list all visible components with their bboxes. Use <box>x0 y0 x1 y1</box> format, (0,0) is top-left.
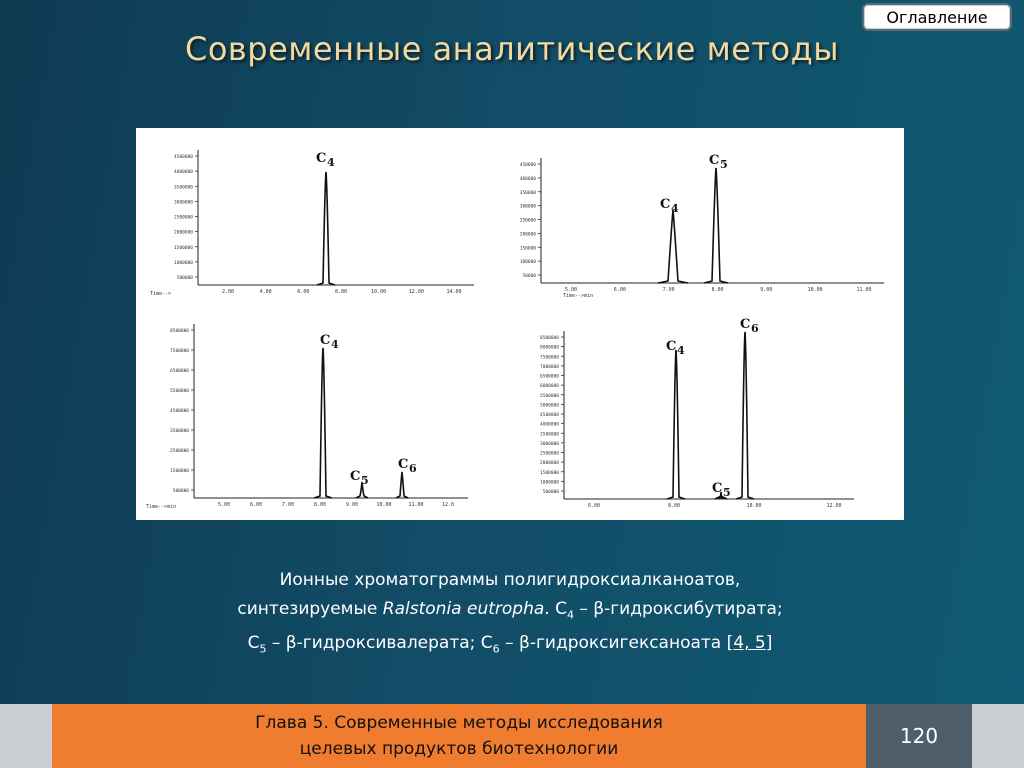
subscript: 5 <box>259 642 267 656</box>
y-tick-label: 2500000 <box>170 449 189 454</box>
x-tick-label: 8.00 <box>667 503 681 509</box>
x-tick-label: 2.00 <box>221 289 235 295</box>
x-tick-label: 7.00 <box>281 502 295 508</box>
peak-label: C <box>350 469 361 484</box>
y-tick-label: 6000000 <box>540 384 559 390</box>
toc-button[interactable]: Оглавление <box>862 3 1012 31</box>
y-tick-label: 3500000 <box>174 185 193 191</box>
y-tick-label: 50000 <box>522 274 536 279</box>
y-tick-label: 4500000 <box>540 413 559 418</box>
peak-label: C <box>709 153 720 168</box>
y-tick-label: 1500000 <box>174 245 193 251</box>
peak-label: C <box>316 151 327 166</box>
peak-label: C <box>320 333 331 348</box>
y-tick-label: 500000 <box>176 276 193 281</box>
y-tick-label: 3000000 <box>540 441 559 447</box>
chromatogram-peak <box>396 472 408 498</box>
chromatogram-figure <box>136 128 904 520</box>
peak-label-sub: 5 <box>723 486 731 499</box>
y-tick-label: 4000000 <box>174 170 193 176</box>
chromatogram-peak <box>317 172 335 285</box>
subscript: 4 <box>566 608 574 622</box>
y-tick-label: 400000 <box>519 176 536 182</box>
chromatogram-peak <box>736 332 754 499</box>
peak-label-sub: 6 <box>409 462 417 475</box>
y-tick-label: 2000000 <box>540 461 559 467</box>
x-tick-label: 9.00 <box>760 287 773 293</box>
subscript: 6 <box>492 642 500 656</box>
x-tick-label: 12.00 <box>408 289 424 295</box>
caption-line-1: Ионные хроматограммы полигидроксиалканоатов, <box>279 570 741 590</box>
footer-line-2: целевых продуктов биотехнологии <box>299 739 619 759</box>
y-tick-label: 7500000 <box>170 349 189 354</box>
y-tick-label: 2500000 <box>174 215 193 221</box>
x-tick-label: 10.00 <box>746 503 762 509</box>
slide-title: Современные аналитические методы <box>184 30 839 68</box>
x-tick-label: 8.00 <box>711 287 724 293</box>
peak-label-sub: 4 <box>671 202 679 215</box>
x-axis-title: Time-->min <box>146 504 177 510</box>
x-tick-label: 8.00 <box>334 289 348 295</box>
y-tick-label: 4500000 <box>174 155 193 160</box>
caption-line-2 <box>150 595 870 629</box>
y-tick-label: 1000000 <box>540 480 559 486</box>
x-tick-label: 12.00 <box>826 503 842 509</box>
y-tick-label: 4000000 <box>540 422 559 428</box>
caption-text: . С <box>544 599 567 619</box>
x-tick-label: 6.00 <box>297 289 310 295</box>
y-tick-label: 8500000 <box>540 336 559 341</box>
caption-text: синтезируемые <box>237 599 383 619</box>
y-tick-label: 6500000 <box>540 374 559 380</box>
y-tick-label: 350000 <box>519 190 536 196</box>
y-tick-label: 450000 <box>519 163 536 168</box>
peak-label-sub: 5 <box>720 158 728 171</box>
x-tick-label: 12.0 <box>441 502 455 508</box>
x-tick-label: 11.00 <box>856 287 872 293</box>
x-axis-title: Time-->min <box>563 293 594 299</box>
x-tick-label: 4.00 <box>259 289 272 295</box>
y-tick-label: 100000 <box>519 260 536 266</box>
peak-label: C <box>666 339 677 354</box>
y-tick-label: 500000 <box>542 490 559 495</box>
y-tick-label: 5000000 <box>540 403 559 409</box>
caption-text: – β-гидроксигексаноата [ <box>499 633 734 654</box>
peak-label: C <box>660 197 671 212</box>
y-tick-label: 4500000 <box>170 409 189 414</box>
page-number: 120 <box>866 704 972 768</box>
chromatogram-peak <box>667 350 685 499</box>
y-tick-label: 3500000 <box>170 429 189 434</box>
y-tick-label: 3000000 <box>174 200 193 206</box>
x-tick-label: 8.00 <box>313 502 327 508</box>
caption-text: – β-гидроксивалерата; С <box>266 633 493 654</box>
chromatogram-peak <box>658 210 688 283</box>
y-tick-label: 3500000 <box>540 432 559 438</box>
x-tick-label: 7.00 <box>662 287 675 293</box>
peak-label-sub: 5 <box>361 474 369 487</box>
x-tick-label: 10.00 <box>371 289 387 295</box>
chromatogram-peak <box>314 348 332 498</box>
y-tick-label: 6500000 <box>170 369 189 374</box>
chromatogram-svg <box>136 128 904 520</box>
x-tick-label: 10.00 <box>376 502 392 508</box>
x-tick-label: 14.00 <box>446 289 462 295</box>
y-tick-label: 1500000 <box>540 470 559 476</box>
footer-chapter-title <box>52 710 866 762</box>
x-tick-label: 11.00 <box>408 502 424 508</box>
reference-link[interactable]: 4, 5 <box>733 633 766 654</box>
organism-name: Ralstonia eutropha <box>382 599 545 619</box>
y-tick-label: 250000 <box>519 218 536 224</box>
footer-line-1: Глава 5. Современные методы исследования <box>255 713 663 733</box>
y-tick-label: 1500000 <box>170 469 189 474</box>
x-tick-label: 9.00 <box>345 502 359 508</box>
caption-text: ] <box>765 633 773 654</box>
y-tick-label: 200000 <box>519 232 536 238</box>
chromatogram-peak <box>704 168 728 283</box>
x-tick-label: 5.00 <box>217 502 231 508</box>
x-tick-label: 5.00 <box>564 287 578 293</box>
y-tick-label: 7500000 <box>540 355 559 361</box>
y-tick-label: 500000 <box>172 489 189 494</box>
caption-text: С <box>247 633 260 654</box>
x-tick-label: 6.00 <box>613 287 626 293</box>
x-tick-label: 6.00 <box>587 503 601 509</box>
y-tick-label: 7000000 <box>540 364 559 370</box>
peak-label-sub: 4 <box>331 338 339 351</box>
y-tick-label: 2500000 <box>540 451 559 457</box>
peak-label: C <box>740 317 751 332</box>
x-tick-label: 6.00 <box>249 502 263 508</box>
x-tick-label: 10.00 <box>807 287 823 293</box>
y-tick-label: 300000 <box>519 204 536 210</box>
y-tick-label: 150000 <box>519 246 536 252</box>
peak-label: C <box>398 457 409 472</box>
caption-text: – β-гидроксибутирата; <box>573 599 783 619</box>
y-tick-label: 8000000 <box>540 345 559 351</box>
y-tick-label: 1000000 <box>174 260 193 266</box>
peak-label-sub: 4 <box>327 156 335 169</box>
x-axis-title: Time--> <box>150 291 172 297</box>
peak-label: C <box>712 481 723 496</box>
caption-line-3 <box>150 629 870 663</box>
figure-caption <box>150 566 870 664</box>
peak-label-sub: 6 <box>751 322 759 335</box>
y-tick-label: 5500000 <box>170 389 189 394</box>
y-tick-label: 8500000 <box>170 329 189 334</box>
y-tick-label: 2000000 <box>174 230 193 236</box>
y-tick-label: 5500000 <box>540 393 559 399</box>
peak-label-sub: 4 <box>677 344 685 357</box>
